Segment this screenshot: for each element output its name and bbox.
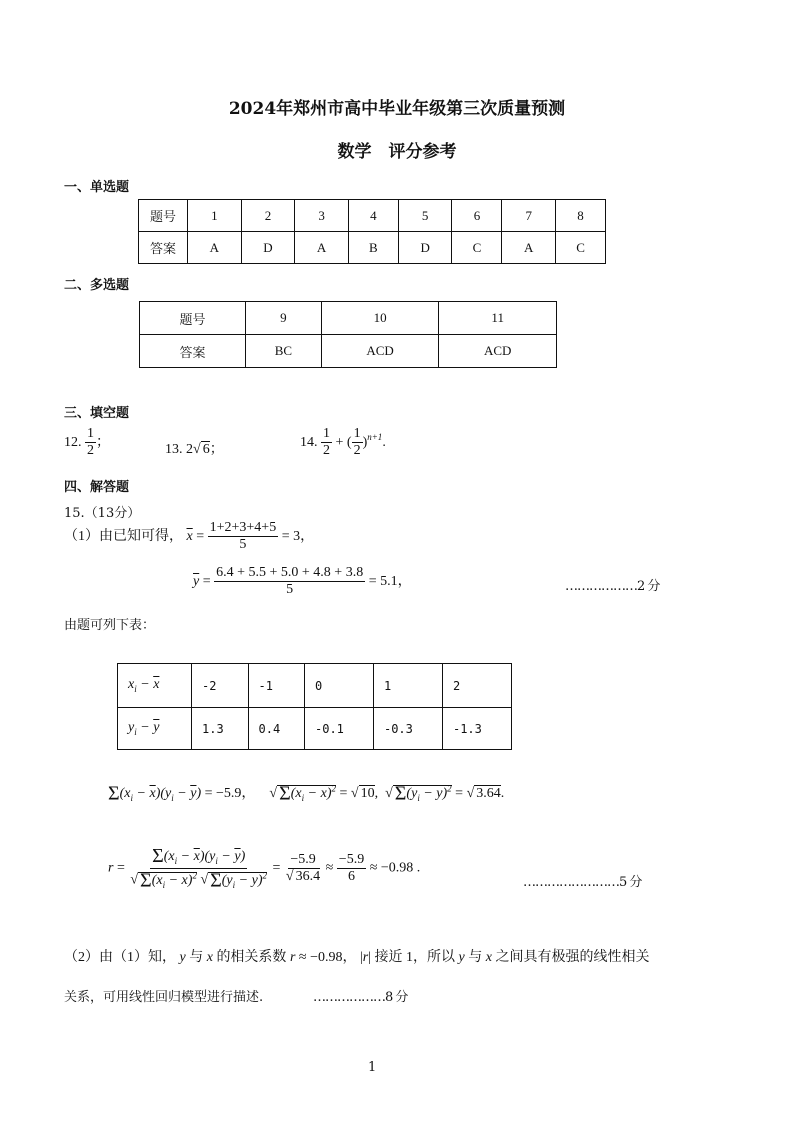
answer-cell: C bbox=[556, 232, 606, 264]
ybar-computation: $\overline{y}$ = $\frac{6.4 + 5.5 + 5.0 + 4.8 + 3.8}{5}$ = 5.1， bbox=[193, 565, 412, 598]
single-choice-answer-table bbox=[138, 199, 606, 264]
table-row bbox=[118, 664, 512, 708]
fraction: $\frac{1}{2}$ bbox=[353, 426, 361, 459]
row-label: 答案 bbox=[140, 335, 246, 368]
question-number: 4 bbox=[348, 200, 398, 232]
table-cell: -2 bbox=[192, 664, 249, 708]
answer-cell: D bbox=[241, 232, 295, 264]
row-label: 题号 bbox=[139, 200, 188, 232]
table-cell: -0.1 bbox=[305, 708, 374, 750]
score-mark-2: ………………2 分 bbox=[565, 579, 660, 594]
question-label: 14. bbox=[300, 434, 318, 450]
table-cell: 1.3 bbox=[192, 708, 249, 750]
row-header-x: $x_i - \overline{x}$ bbox=[118, 664, 192, 708]
sum-formulas: $\Sigma(x_i - \overline{x})(y_i - \overline{y}) = -5.9$， √ $\Sigma(x_i - \overline{x})^2$ = √ 10, √ $\Sigma(y_i - \overline{y})^2$ = √ 3.64. bbox=[108, 782, 505, 805]
table-row bbox=[118, 708, 512, 750]
sum-value: = −5.9， bbox=[204, 786, 256, 801]
fraction: $\frac{-5.9}{6}$ bbox=[338, 851, 365, 884]
section-heading-solutions: 四、解答题 bbox=[64, 480, 130, 495]
question-number: 11 bbox=[439, 302, 557, 335]
part1-intro: （1）由已知可得， bbox=[64, 528, 183, 544]
fraction: $\frac{\Sigma(x_i - \overline{x})(y_i - \overline{y})}{√ \Sigma(x_i - \overline{x})^2 √ \Sigma(y_i - \overline{y})^2}$ bbox=[130, 845, 268, 891]
correlation-formula: r = $\frac{\Sigma(x_i - \overline{x})(y_i - \overline{y})}{√ \Sigma(x_i - \overline{x})^2 √ \Sigma(y_i - \overline{y})^2}$ = $\frac{-5.9}{√ 36.4}$ ≈ $\frac{-5.9}{6}$ ≈ −0.98 . bbox=[108, 845, 421, 891]
multiple-choice-answer-table bbox=[139, 301, 557, 368]
question-number: 1 bbox=[188, 200, 242, 232]
xbar-value: = 3， bbox=[281, 528, 315, 544]
table-cell: -0.3 bbox=[373, 708, 442, 750]
table-cell: 0.4 bbox=[248, 708, 305, 750]
score-mark-5: ……………………5 分 bbox=[523, 875, 642, 890]
answer-14: 14. $\frac{1}{2}$ + ( $\frac{1}{2}$ )$^{n+1}$. bbox=[300, 426, 386, 459]
r-value: ≈ −0.98 . bbox=[369, 860, 421, 876]
radicand: 10 bbox=[360, 786, 375, 801]
question-label: 13. bbox=[165, 442, 183, 457]
row-header-y: $y_i - \overline{y}$ bbox=[118, 708, 192, 750]
section-heading-fill-in: 三、填空题 bbox=[64, 406, 130, 421]
answer-13: 13. 2√ 6； bbox=[165, 442, 224, 457]
fraction: $\frac{1+2+3+4+5}{5}$ bbox=[209, 520, 277, 553]
question-15-label: 15.（13分） bbox=[64, 506, 141, 521]
answer-cell: BC bbox=[246, 335, 322, 368]
part2-line2: 关系，可用线性回归模型进行描述. bbox=[64, 990, 264, 1005]
row-label: 答案 bbox=[139, 232, 188, 264]
page-number: 1 bbox=[368, 1060, 377, 1075]
table-cell: 1 bbox=[373, 664, 442, 708]
table-intro: 由题可列下表： bbox=[64, 618, 156, 633]
answer-cell: D bbox=[398, 232, 452, 264]
answer-cell: C bbox=[452, 232, 502, 264]
row-label: 题号 bbox=[140, 302, 246, 335]
score-mark-8: ………………8 分 bbox=[313, 990, 408, 1005]
table-row bbox=[140, 302, 557, 335]
deviation-table bbox=[117, 663, 512, 750]
question-number: 8 bbox=[556, 200, 606, 232]
fraction: $\frac{1}{2}$ bbox=[87, 426, 94, 459]
answer-cell: A bbox=[188, 232, 242, 264]
table-row bbox=[140, 335, 557, 368]
table-row bbox=[139, 232, 606, 264]
answer-cell: A bbox=[502, 232, 556, 264]
question-number: 9 bbox=[246, 302, 322, 335]
answer-cell: ACD bbox=[439, 335, 557, 368]
fraction: $\frac{-5.9}{√ 36.4}$ bbox=[285, 851, 321, 884]
table-cell: -1.3 bbox=[442, 708, 511, 750]
answer-cell: B bbox=[348, 232, 398, 264]
answer-12: 12. $\frac{1}{2}$ ； bbox=[64, 426, 110, 459]
table-cell: -1 bbox=[248, 664, 305, 708]
radicand: 6 bbox=[202, 442, 210, 457]
table-cell: 2 bbox=[442, 664, 511, 708]
question-number: 10 bbox=[321, 302, 439, 335]
xbar-computation: （1）由已知可得， $\overline{x}$ = $\frac{1+2+3+4+5}{5}$ = 3， bbox=[64, 520, 315, 553]
ybar-value: = 5.1， bbox=[368, 573, 412, 589]
answer-cell: A bbox=[295, 232, 349, 264]
question-number: 7 bbox=[502, 200, 556, 232]
section-heading-single-choice: 一、单选题 bbox=[64, 180, 130, 195]
section-heading-multiple-choice: 二、多选题 bbox=[64, 278, 130, 293]
document-subtitle: 数学 评分参考 bbox=[337, 142, 457, 162]
question-number: 5 bbox=[398, 200, 452, 232]
fraction: $\frac{1}{2}$ bbox=[323, 426, 330, 459]
question-number: 2 bbox=[241, 200, 295, 232]
part2-line1: （2）由（1）知， y 与 x 的相关系数 r ≈ −0.98， |r| 接近 1，所以 y 与 x 之间具有极强的线性相关 bbox=[64, 950, 650, 965]
document-title: 2024年郑州市高中毕业年级第三次质量预测 bbox=[228, 99, 566, 119]
question-label: 12. bbox=[64, 434, 82, 450]
coefficient: 2 bbox=[186, 442, 193, 457]
question-number: 3 bbox=[295, 200, 349, 232]
fraction: $\frac{6.4 + 5.5 + 5.0 + 4.8 + 3.8}{5}$ bbox=[216, 565, 364, 598]
table-cell: 0 bbox=[305, 664, 374, 708]
question-number: 6 bbox=[452, 200, 502, 232]
table-row bbox=[139, 200, 606, 232]
radicand: 3.64 bbox=[476, 786, 501, 801]
answer-cell: ACD bbox=[321, 335, 439, 368]
